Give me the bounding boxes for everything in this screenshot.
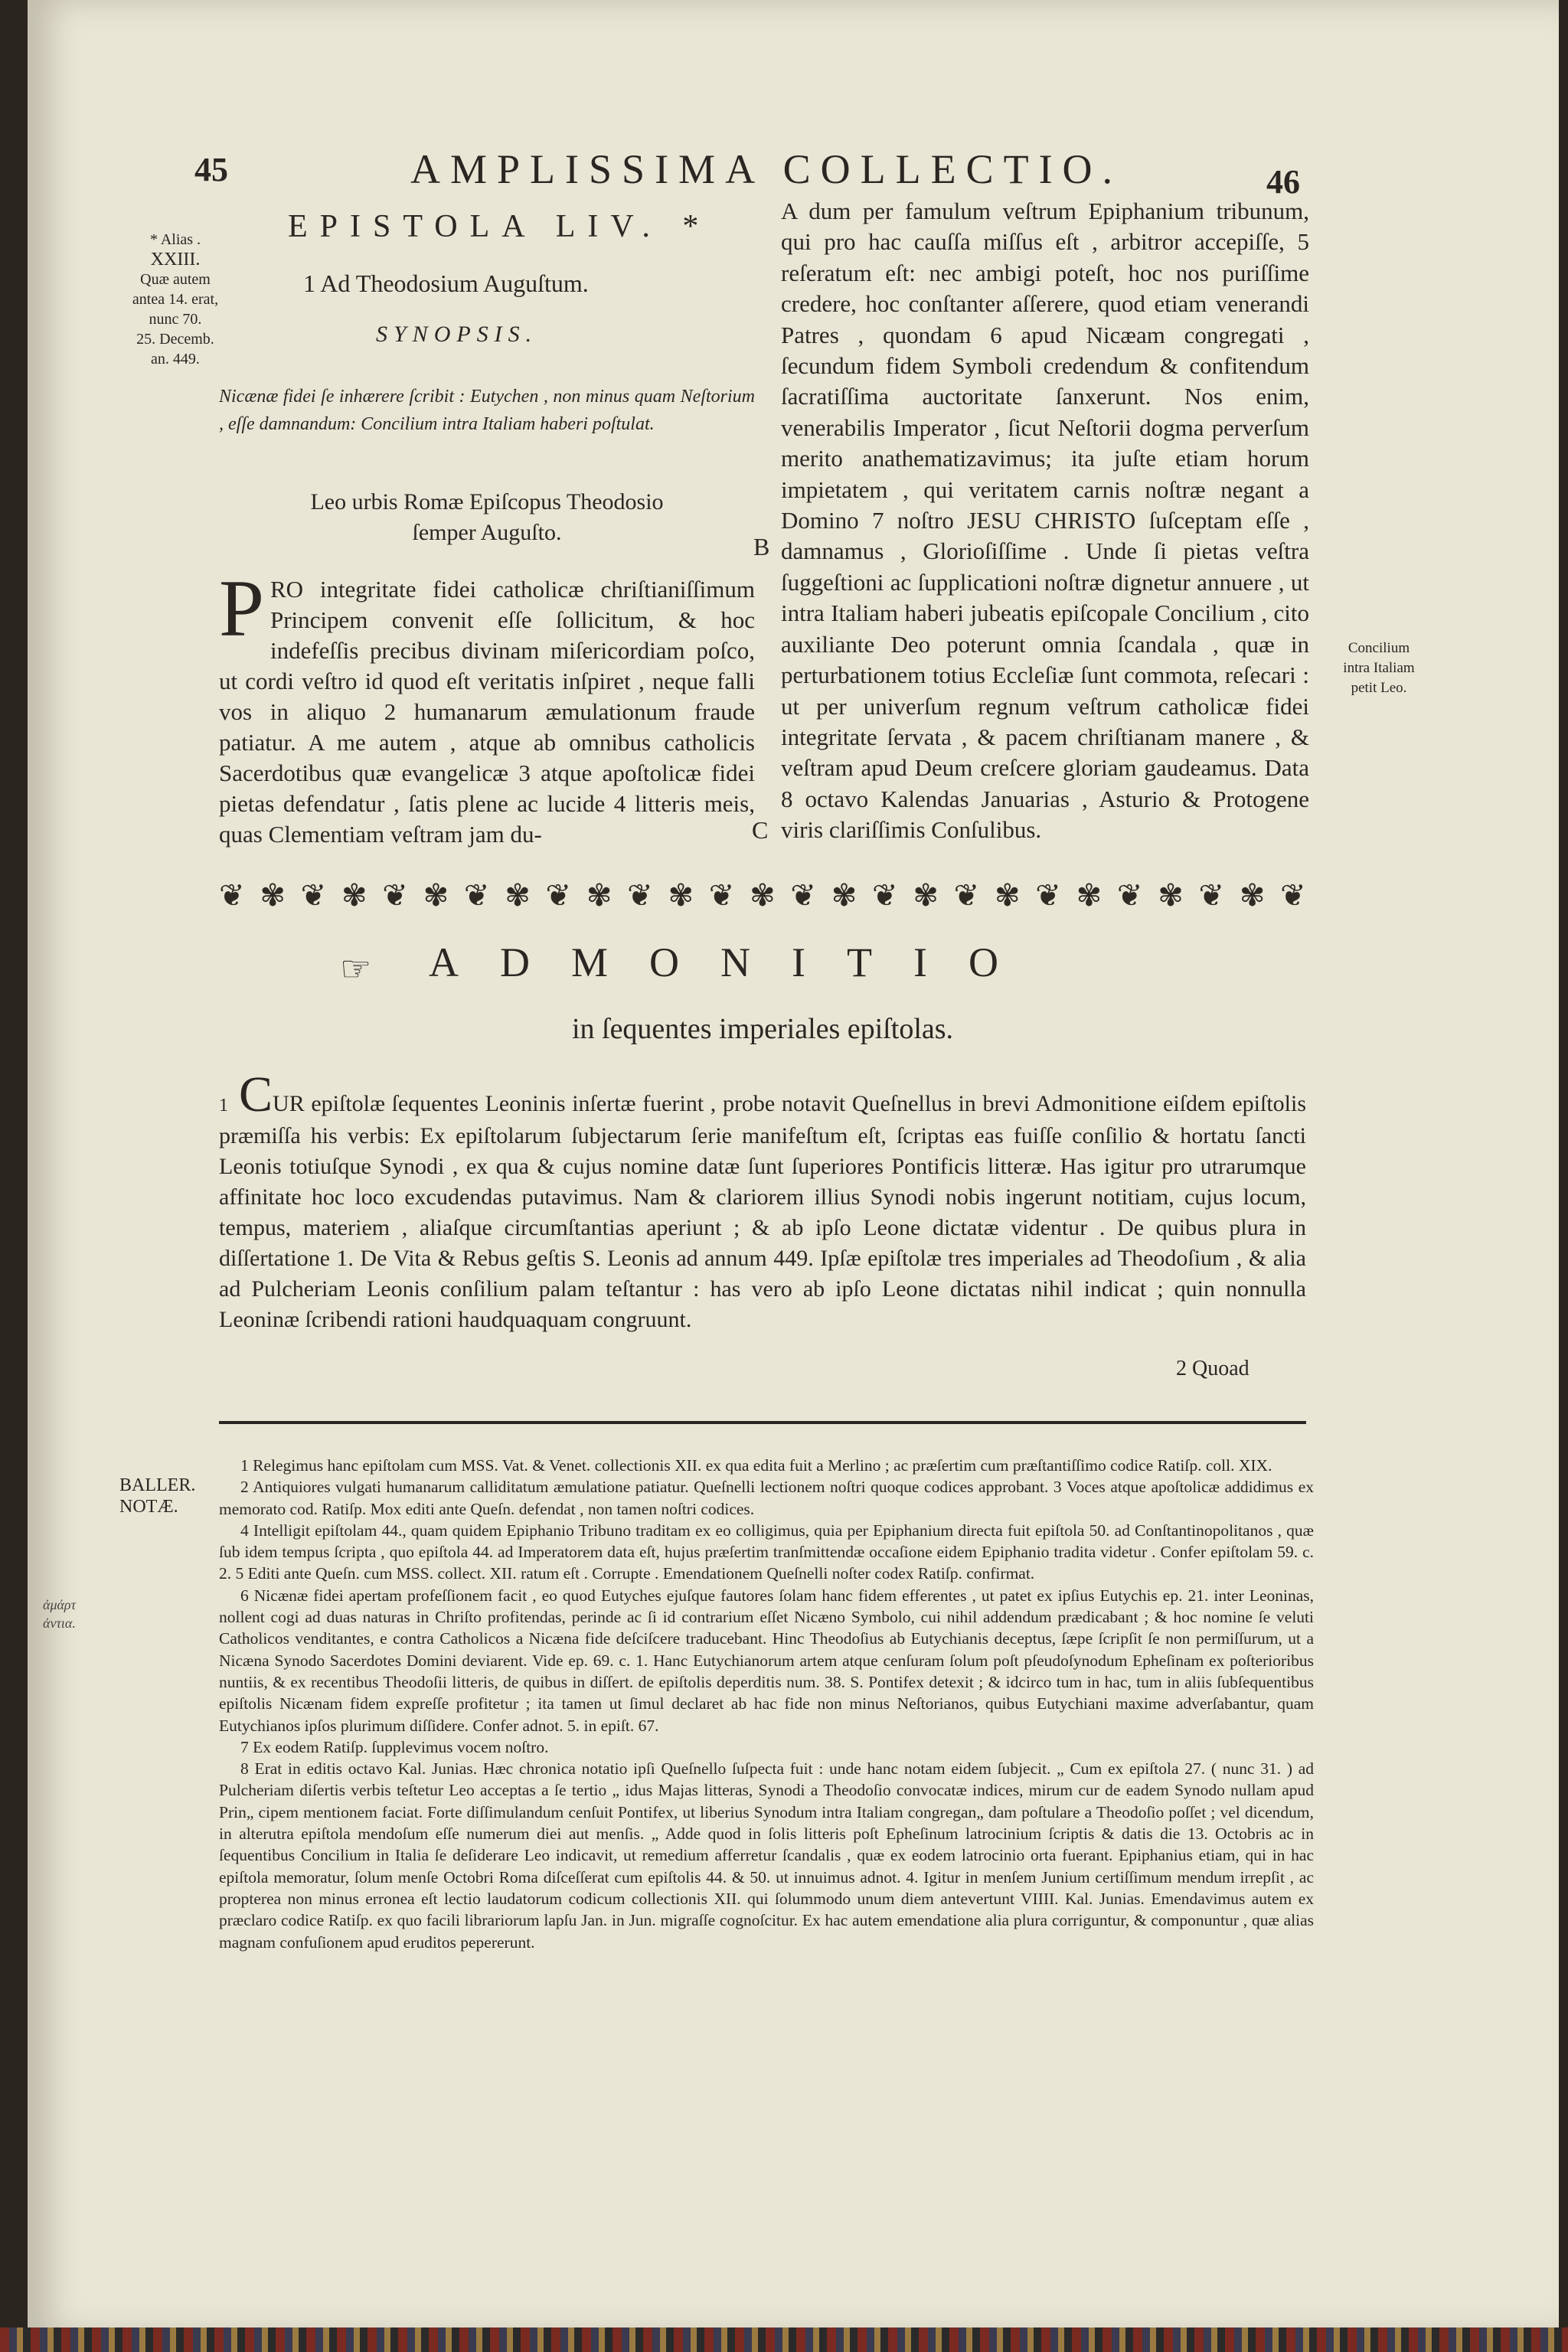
- footnote-paragraph: 4 Intelligit epiſtolam 44., quam quidem Epiphanio Tribuno traditam ex eo colligimus, quia per Epiphanium directa fuit epiſtola 50. ad Conſtantinopolitanos , quæ ſub idem tempus ſcripta , quo epiſtola 44. ad Imperatorem data eſt, hujus præſertim tranſmittendæ occaſione eidem Epiphanio tradita videtur . Confer epiſtolam 59. c. 2. 5 Editi ante Queſn. cum MSS. collect. XII. ratum eſt . Corrupte . Emendationem Queſnelli noſter codex Ratiſp. confirmat.: [219, 1521, 1314, 1583]
- margin-greek-annotation: ἀμάρτ ἀντια.: [43, 1597, 77, 1631]
- epistola-addressee: 1 Ad Theodosium Auguſtum.: [303, 270, 589, 297]
- book-page: [28, 0, 1559, 2335]
- fleuron-icon: ❦: [1198, 878, 1225, 913]
- admonitio-title: ADMONITIO: [429, 939, 1040, 985]
- fleuron-icon: ❦: [1116, 878, 1143, 913]
- admonitio-body: [219, 1067, 1306, 1335]
- margin-note-line: * Alias .: [149, 231, 201, 248]
- fleuron-icon: ✾: [1239, 878, 1266, 913]
- salutation: [219, 487, 755, 548]
- running-title: AMPLISSIMA COLLECTIO.: [410, 146, 1123, 192]
- margin-note-line: antea 14. erat,: [132, 291, 219, 308]
- margin-note-line: petit Leo.: [1351, 680, 1407, 696]
- footnote-paragraph: 7 Ex eodem Ratiſp. ſupplevimus vocem noſtro.: [240, 1737, 549, 1756]
- fleuron-icon: ❦: [1035, 878, 1061, 913]
- fleuron-icon: ✾: [341, 878, 368, 913]
- fleuron-icon: ✾: [831, 878, 858, 913]
- pointing-hand-icon: ☞: [340, 949, 372, 988]
- notes-label-line-1: BALLER.: [119, 1475, 196, 1495]
- section-marker-c: C: [752, 816, 769, 844]
- fleuron-icon: ❦: [790, 878, 816, 913]
- footnotes: [219, 1455, 1314, 1953]
- fleuron-icon: ❦: [1280, 878, 1306, 913]
- paragraph-number: 1: [219, 1096, 228, 1116]
- divider-rule: [219, 1421, 1306, 1424]
- synopsis-text: Nicænæ fidei ſe inhærere ſcribit : Eutychen , non minus quam Neſtorium , eſſe damnandum: Concilium intra Italiam haberi poſtulat.: [219, 387, 755, 434]
- fleuron-icon: ✾: [994, 878, 1021, 913]
- fleuron-icon: ✾: [505, 878, 531, 913]
- fleuron-icon: ❦: [627, 878, 653, 913]
- fleuron-icon: ✾: [260, 878, 286, 913]
- margin-note-line: intra Italiam: [1343, 660, 1415, 676]
- section-marker-b: B: [753, 533, 770, 560]
- margin-note-line: nunc 70.: [149, 311, 202, 328]
- fleuron-icon: ✾: [668, 878, 694, 913]
- fleuron-icon: ❦: [872, 878, 898, 913]
- footnote-paragraph: 2 Antiquiores vulgati humanarum calliditatum æmulatione patiatur. Queſnelli lectionem noſtri quoque codices approbant. 3 Voces atque apoſtolicæ addidimus ex memorato cod. Ratiſp. Mox editi ante Queſn. defendat , non tamen noſtri codices.: [219, 1478, 1314, 1518]
- page-number-right: 46: [1266, 163, 1300, 201]
- footnote-paragraph: 1 Relegimus hanc epiſtolam cum MSS. Vat. & Venet. collectionis XII. ex qua edita fuit a Merlino ; ac præſertim cum præſtantiſſimo codice Ratiſp. coll. XIX.: [240, 1456, 1272, 1475]
- margin-note-line: XXIII.: [150, 250, 201, 270]
- notes-label: [119, 1475, 195, 1517]
- margin-note-alias: [118, 230, 233, 369]
- fleuron-icon: ❦: [708, 878, 735, 913]
- admonitio-subtitle: in ſequentes imperiales epiſtolas.: [571, 1013, 954, 1045]
- drop-cap: P: [219, 564, 264, 653]
- letter-body-right-column: A dum per famulum veſtrum Epiphanium tribunum, qui pro hac cauſſa miſſus eſt , arbitror accepiſſe, 5 reſeratum eſt: nec ambigi poteſt, hoc nos puriſſime credere, hoc conſtanter aſſerere, quod etiam venerandi Patres , quondam 6 apud Nicæam congregati , ſecundum fidem Symboli credendum & confitendum ſacratiſſima auctoritate ſanxerunt. Nos enim, venerabilis Imperator , ſicut Neſtorii dogma perverſum merito anathematizavimus; ita juſte etiam horum impietatem , qui veritatem carnis noſtræ negant a Domino 7 noſtro JESU CHRISTO ſuſceptam eſſe , damnamus , Glorioſiſſime . Unde ſi pietas veſtra ſuggeſtioni ac ſupplicationi noſtræ dignetur annuere , ut intra Italiam haberi jubeatis epiſcopale Concilium , cito auxiliante Deo poterunt omnia ſcandala , quæ in perturbationem totius Eccleſiæ ſunt commota, reſecari : ut per univerſum regnum veſtrum catholicæ fidei integritate ſervata , & pacem chriſtianam manere , & veſtram apud Deum creſcere gloriam gaudeamus. Data 8 octavo Kalendas Januarias , Asturio & Protogene viris clariſſimis Conſulibus.: [781, 198, 1309, 844]
- fleuron-icon: ✾: [1158, 878, 1184, 913]
- drop-cap: C: [239, 1067, 273, 1122]
- catchword: 2 Quoad: [1176, 1357, 1250, 1380]
- letter-body-left-column: [219, 564, 755, 850]
- fleuron-icon: ✾: [1076, 878, 1102, 913]
- footnote-paragraph: 8 Erat in editis octavo Kal. Junias. Hæc chronica notatio ipſi Queſnello ſuſpecta fuit : unde hanc notam eidem ſubjecit. „ Cum ex epiſtola 27. ( nunc 31. ) ad Pulcheriam diſertis verbis teſtetur Leo acceptas a ſe tertio „ idus Majas litteras, Synodi a Theodoſio convocatæ indices, mirum cur de eadem Synodo nullam apud Prin„ cipem mentionem faciat. Forte diſſimulandum cenſuit Pontifex, ut liberius Synodum intra Italiam congregan„ dam poſtulare a Theodoſio poſſet ; vel dicendum, in alterutra epiſtola mendoſum eſſe numerum diei aut menſis. „ Adde quod in ſolis litteris poſt Epheſinum latrocinium ſcriptis & datis die 13. Octobris ac in ſequentibus Concilium in Italia ſe deſiderare Leo indicavit, ut remedium afferretur ſcandalis , quæ ex eodem latrocinio orta fuerant. Epiphanius etiam, qui in hac epiſtola memoratur, ſolum menſe Octobri Roma diſceſſerat cum epiſtolis 44. & 50. ut innuimus adnot. 4. Igitur in menſem Junium certiſſimum mendum irrepſit , ac propterea non minus erronea eſt lectio laudatorum codicum collectionis XII. qui ſolummodo unum diem antevertunt VIIII. Kal. Junias. Emendavimus autem ex præclaro codice Ratiſp. ex quo facili librariorum lapſu Jan. in Jun. migraſſe cognoſcitur. Ex hac autem emendatione alia plura corriguntur, & componuntur , quæ alias magnam confuſionem apud eruditos pepererunt.: [219, 1759, 1314, 1952]
- margin-note-line: 25. Decemb.: [136, 331, 214, 348]
- book-edge-strip: [0, 2328, 1568, 2352]
- synopsis-heading: SYNOPSIS.: [376, 322, 538, 347]
- footnote-paragraph: 6 Nicænæ fidei apertam profeſſionem facit , eo quod Eutyches ejuſque fautores ſolam hanc fidem efferentes , ut patet ex ipſius Eutychis ep. 21. inter Leoninas, nollent cogi ad duas naturas in Chriſto profitendas, perinde ac ſi id contrarium eſſet Nicæno Symbolo, cui nihil addendum prædicabant ; & hoc nomine ſe veluti Catholicos venditantes, e contra Catholicos a Nicæna fide deſciſcere traducebant. Hinc Theodoſius ab Eutychianis deceptus, ſæpe ſcripſit ſe non permiſſurum, ut a Nicæna Synodo Sacerdotes Domini deviarent. Vide ep. 69. c. 1. Hanc Eutychianorum artem atque cenſuram ſolum poſt pſeudoſynodum Epheſinam ex poſterioribus nuntiis, & ex recentibus Theodoſii litteris, de quibus in diſſert. de epiſtolis deperditis num. 38. S. Pontifex detexit ; & idcirco tum in hac, tum in aliis ſubſequentibus epiſtolis Nicænam fidem expreſſe profitetur ; ita tamen ut ſimul declaret ab hac fide non minus Neſtorianos, quibus Eutychiani maxime adverſabantur, quam Eutychianos ipſos plurimum diſſidere. Confer adnot. 5. in epiſt. 67.: [219, 1586, 1314, 1735]
- salutation-line-2: ſemper Auguſto.: [412, 520, 562, 545]
- letter-text-left: RO integritate fidei catholicæ chriſtianiſſimum Principem convenit eſſe ſollicitum, & hoc indefeſſis precibus divinam miſericordiam poſco, ut cordi veſtro id quod eſt veritatis inſpiret , neque falli vos in aliquo 2 humanarum æmulationum fraude patiatur. A me autem , atque ab omnibus catholicis Sacerdotibus quæ evangelicæ 3 atque apoſtolicæ fidei pietas defendatur , ſatis plene ac lucide 4 litteris meis, quas Clementiam veſtram jam du-: [219, 576, 755, 848]
- fleuron-icon: ❦: [219, 878, 245, 913]
- notes-label-line-2: NOTÆ.: [119, 1497, 178, 1517]
- fleuron-icon: ❦: [953, 878, 980, 913]
- admonitio-text: UR epiſtolæ ſequentes Leoninis inſertæ fuerint , probe notavit Queſnellus in brevi Admonitione eiſdem epiſtolis præmiſſa his verbis: Ex epiſtolarum ſubjectarum ſerie manifeſtum eſt, ſcriptas eas fuiſſe conſilio & hortatu ſancti Leonis totiuſque Synodi , ex qua & cujus nomine datæ ſunt ſuperiores Pontificis litteræ. Has igitur pro utrarumque affinitate hoc loco excudendas putavimus. Nam & clariorem illius Synodi nobis ingerunt notitiam, cujus locum, tempus, materiem , aliaſque circumſtantias aperiunt ; & ab ipſo Leone dictatæ videntur . De quibus plura in diſſertatione 1. De Vita & Rebus geſtis S. Leonis ad annum 449. Ipſæ epiſtolæ tres imperiales ad Theodoſium , & alia ad Pulcheriam Leonis conſilium palam teſtantur : has vero ab ipſo Leone dictatas nihil indicat ; quin nonnulla Leoninæ ſcribendi rationi haudquaquam congruunt.: [219, 1091, 1306, 1332]
- fleuron-icon: ❦: [382, 878, 408, 913]
- fleuron-icon: ✾: [913, 878, 939, 913]
- fleuron-icon: ❦: [545, 878, 572, 913]
- margin-note-line: an. 449.: [151, 351, 200, 368]
- epistola-title: EPISTOLA LIV. *: [288, 209, 711, 244]
- salutation-line-1: Leo urbis Romæ Epiſcopus Theodosio: [310, 489, 664, 514]
- fleuron-icon: ❦: [300, 878, 327, 913]
- margin-note-concilium: [1329, 639, 1429, 698]
- page-number-left: 45: [194, 151, 228, 188]
- fleuron-icon: ✾: [750, 878, 776, 913]
- decorative-ornament-band: [219, 873, 1306, 919]
- fleuron-icon: ✾: [586, 878, 612, 913]
- margin-note-line: Quæ autem: [140, 271, 211, 288]
- margin-note-line: Concilium: [1348, 640, 1410, 656]
- fleuron-icon: ✾: [423, 878, 449, 913]
- fleuron-icon: ❦: [463, 878, 490, 913]
